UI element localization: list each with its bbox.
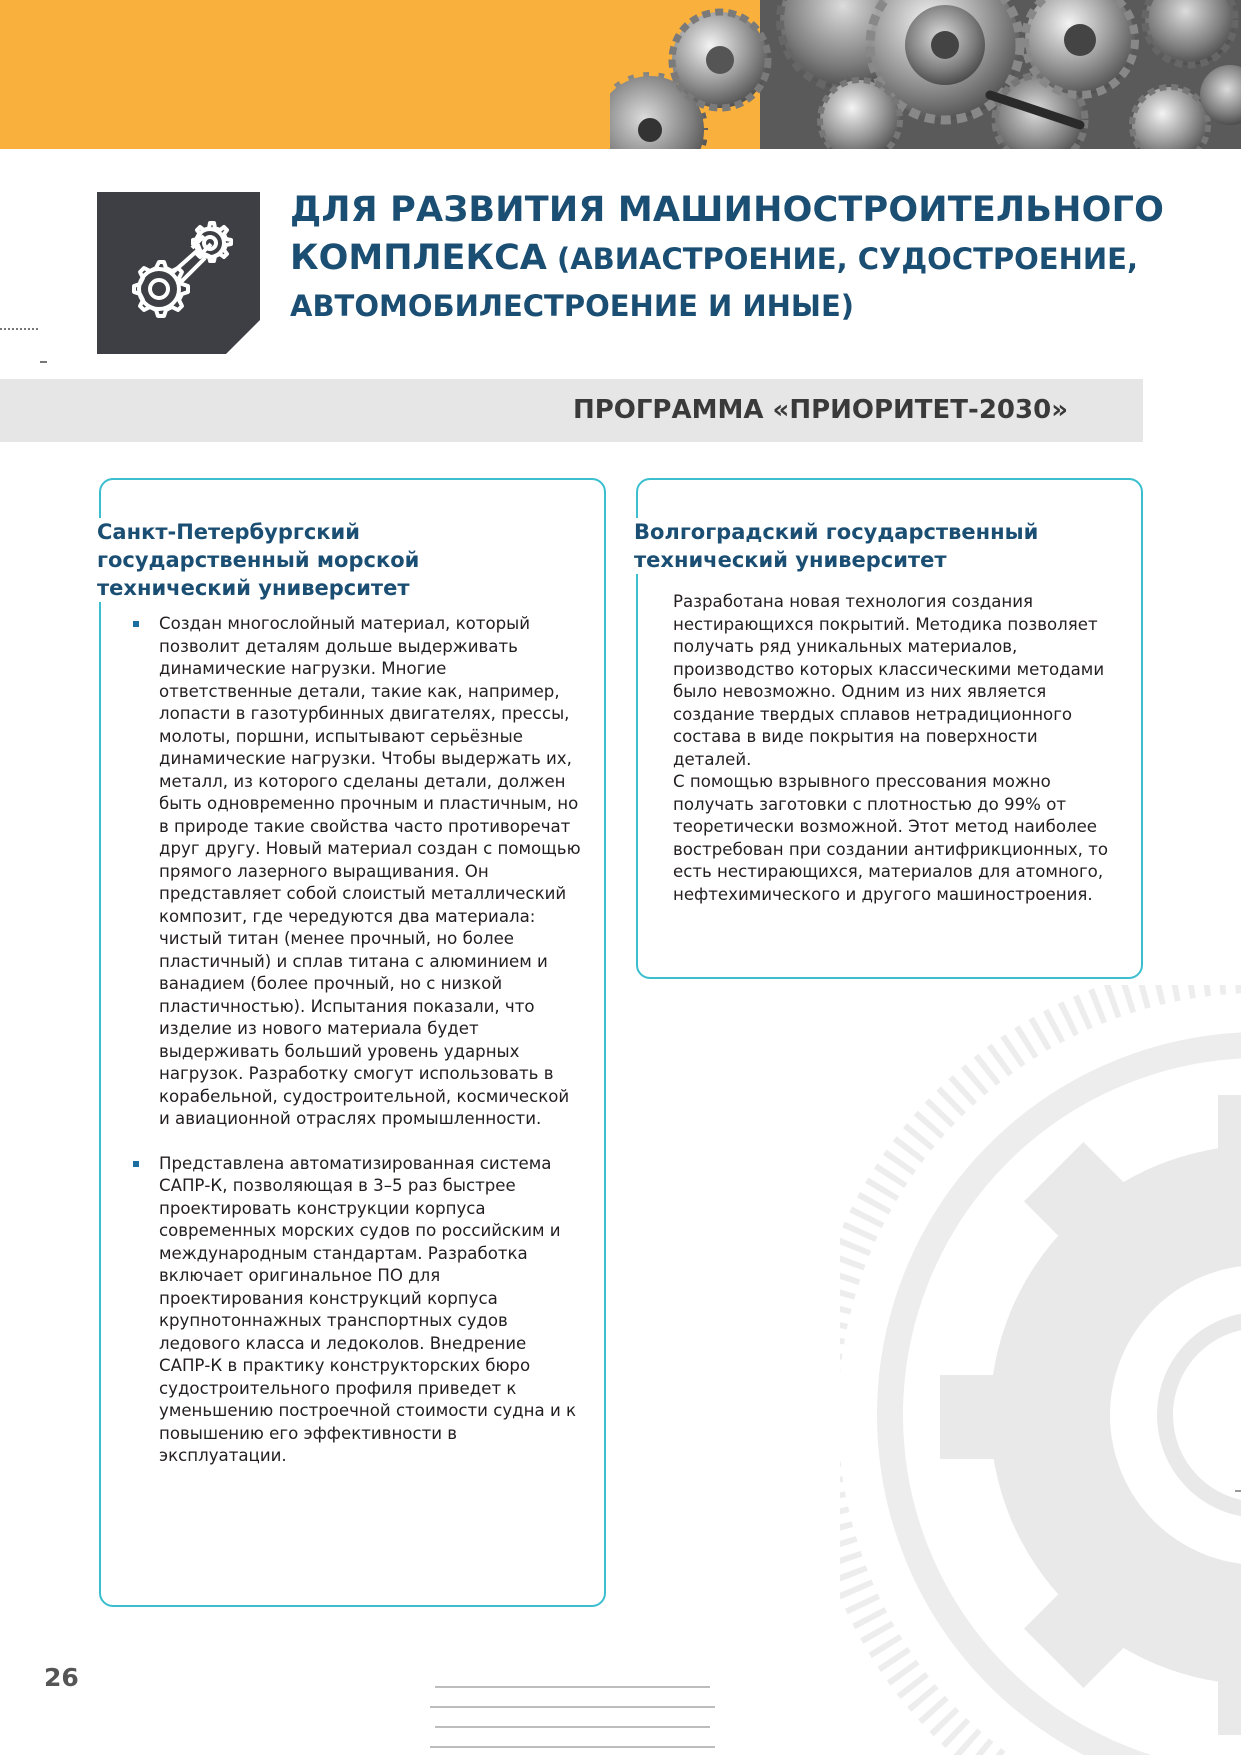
title-line-3: АВТОМОБИЛЕСТРОЕНИЕ И ИНЫЕ) <box>290 289 855 323</box>
title-line-1: ДЛЯ РАЗВИТИЯ МАШИНОСТРОИТЕЛЬНОГО <box>290 190 1165 230</box>
edge-mark <box>1235 1490 1241 1492</box>
dash-mark <box>40 361 47 363</box>
page-number: 26 <box>44 1663 79 1692</box>
right-card-text <box>673 591 1118 906</box>
bullet-text: Представлена автоматизированная система САПР-К, позволяющая в 3–5 раз быстрее проектировать конструкции корпуса современных морских судов по российским и международным стандартам. Разработка включает оригинальное ПО для проектирования конструкций корпуса крупнотоннажных транспортных судов ледового класса и ледоколов. Внедрение САПР-К в практику конструкторских бюро судостроительного профиля приведет к уменьшению построечной стоимости судна и к повышению его эффективности в эксплуатации. <box>159 1153 577 1465</box>
right-paragraph-2: С помощью взрывного прессования можно получать заготовки с плотностью до 99% от теоретически возможной. Этот метод наиболее востребован при создании антифрикционных, то есть нестирающихся, материалов для атомного, нефтехимического и другого машиностроения. <box>673 772 1109 904</box>
page-title <box>290 186 1190 329</box>
left-university-name: Санкт-Петербургский государственный морской технический университет <box>97 518 451 602</box>
right-paragraph-1: Разработана новая технология создания нестирающихся покрытий. Методика позволяет получать ряд уникальных материалов, производство которых классическими методами было невозможно. Одним из них является создание твердых сплавов нетрадиционного состава в виде покрытия на поверхности деталей. <box>673 592 1105 769</box>
bullet-text: Создан многослойный материал, который позволит деталям дольше выдерживать динамические нагрузки. Многие ответственные детали, такие как, например, лопасти в газотурбинных двигателях, прессы, молоты, поршни, испытывают серьёзные динамические нагрузки. Чтобы выдержать их, металл, из которого сделаны детали, должен быть одновременно прочным и пластичным, но в природе такие свойства часто противоречат друг другу. Новый материал создан с помощью прямого лазерного выращивания. Он представляет собой слоистый металлический композит, где чередуются два материала: чистый титан (менее прочный, но более пластичный) и сплав титана с алюминием и ванадием (более прочный, но с низкой пластичностью). Испытания показали, что изделие из нового материала будет выдерживать больший уровень ударных нагрузок. Разработку смогут использовать в корабельной, судостроительной, космической и авиационной отраслях промышленности. <box>159 614 581 1128</box>
bullet-item <box>131 1153 581 1468</box>
decorative-lines <box>430 1685 720 1755</box>
gears-photo <box>610 0 1241 149</box>
program-title: ПРОГРАММА «ПРИОРИТЕТ-2030» <box>572 395 1068 425</box>
background-gear-icon <box>840 985 1241 1755</box>
bullet-item <box>131 613 581 1131</box>
left-bullet-list <box>131 613 581 1490</box>
square-bullet-icon <box>133 621 139 627</box>
dotted-rule <box>0 328 38 330</box>
engine-gear-icon <box>97 192 260 354</box>
square-bullet-icon <box>133 1161 139 1167</box>
title-line-2-rest: (АВИАСТРОЕНИЕ, СУДОСТРОЕНИЕ, <box>546 242 1138 276</box>
title-line-2-main: КОМПЛЕКСА <box>290 238 547 278</box>
header-band <box>0 0 1241 149</box>
right-university-name: Волгоградский государственный технический университет <box>634 518 1058 574</box>
program-band <box>0 379 1143 442</box>
